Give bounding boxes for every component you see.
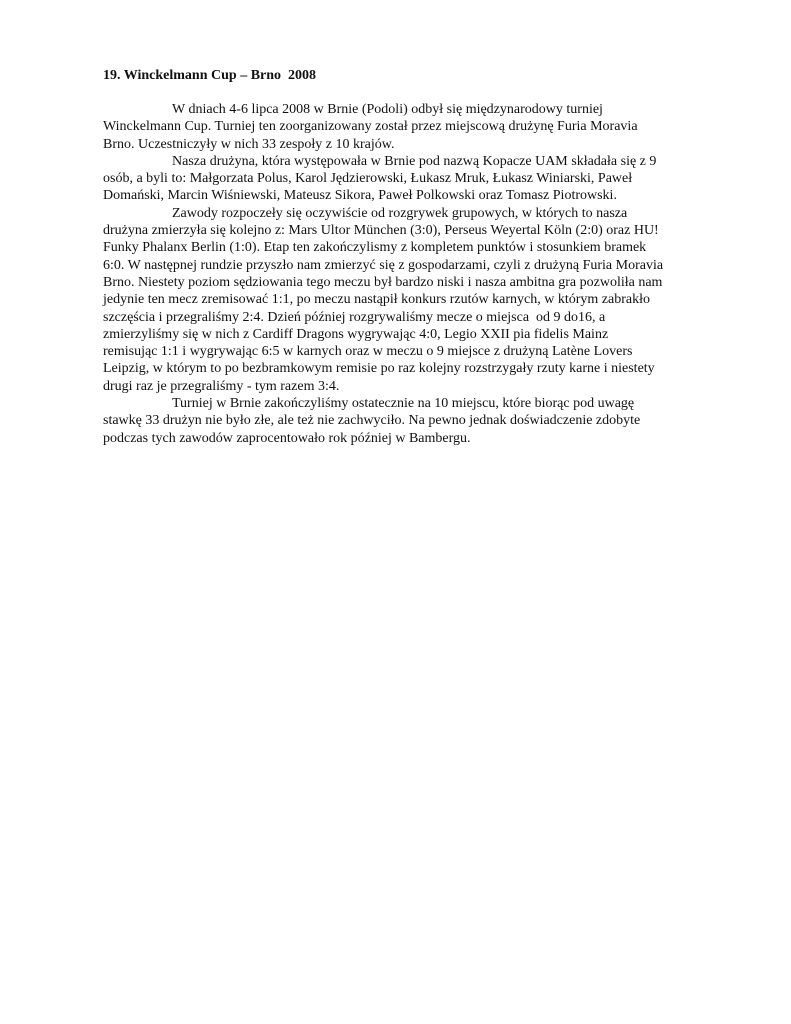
text-line: Brno. Uczestniczyły w nich 33 zespoły z 10 krajów.	[103, 136, 395, 152]
text-line: drużyna zmierzyła się kolejno z: Mars Ultor München (3:0), Perseus Weyertal Köln (2:0) oraz HU!	[103, 223, 659, 239]
text-line: drugi raz je przegraliśmy - tym razem 3:4.	[103, 378, 340, 394]
text-line: zmierzyliśmy się w nich z Cardiff Dragons wygrywając 4:0, Legio XXII pia fidelis Mainz	[103, 326, 609, 342]
text-line: Nasza drużyna, która występowała w Brnie pod nazwą Kopacze UAM składała się z 9	[172, 153, 657, 169]
text-line: osób, a byli to: Małgorzata Polus, Karol Jędzierowski, Łukasz Mruk, Łukasz Winiarski, Paweł	[103, 171, 633, 187]
text-line: Leipzig, w którym to po bezbramkowym remisie po raz kolejny rozstrzygały rzuty karne i niestety	[103, 361, 655, 377]
text-line: Winckelmann Cup. Turniej ten zoorganizowany został przez miejscową drużynę Furia Moravia	[103, 119, 638, 135]
document-title: 19. Winckelmann Cup – Brno 2008	[103, 68, 317, 83]
text-line: remisując 1:1 i wygrywając 6:5 w karnych oraz w meczu o 9 miejsce z drużyną Latène Lovers	[103, 344, 633, 360]
text-line: podczas tych zawodów zaprocentowało rok później w Bambergu.	[103, 430, 471, 446]
text-line: Domański, Marcin Wiśniewski, Mateusz Sikora, Paweł Polkowski oraz Tomasz Piotrowski.	[103, 188, 617, 204]
text-line: stawkę 33 drużyn nie było złe, ale też nie zachwyciło. Na pewno jednak doświadczenie zdobyte	[103, 413, 641, 429]
text-line: Turniej w Brnie zakończyliśmy ostatecznie na 10 miejscu, które biorąc pod uwagę	[172, 396, 635, 412]
text-line: szczęścia i przegraliśmy 2:4. Dzień później rozgrywaliśmy mecze o miejsca od 9 do16, a	[103, 309, 606, 325]
text-line: jedynie ten mecz zremisować 1:1, po meczu nastąpił konkurs rzutów karnych, w którym zabrakło	[103, 292, 650, 308]
text-line: W dniach 4-6 lipca 2008 w Brnie (Podoli) odbył się międzynarodowy turniej	[172, 102, 603, 117]
text-line: 6:0. W następnej rundzie przyszło nam zmierzyć się z gospodarzami, czyli z drużyną Furia Moravia	[103, 257, 664, 273]
text-line: Funky Phalanx Berlin (1:0). Etap ten zakończylismy z kompletem punktów i stosunkiem bramek	[103, 240, 647, 256]
text-line: Brno. Niestety poziom sędziowania tego meczu był bardzo niski i nasza ambitna gra pozwoliła nam	[103, 274, 663, 290]
text-line: Zawody rozpoczeły się oczywiście od rozgrywek grupowych, w których to nasza	[172, 205, 628, 221]
document-body	[103, 101, 703, 447]
